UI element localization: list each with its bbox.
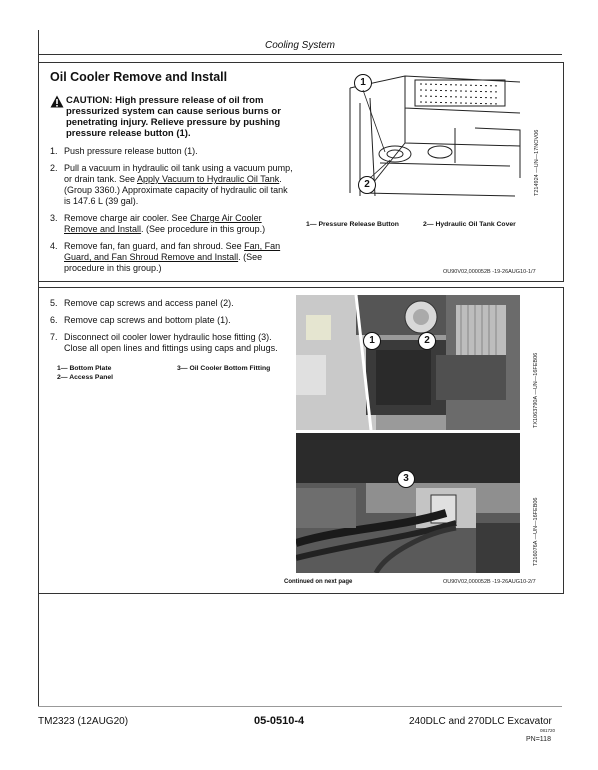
- legend-item-2: 2— Hydraulic Oil Tank Cover: [423, 221, 516, 228]
- step-2: [50, 163, 295, 207]
- callout-photo-2: 2: [418, 332, 436, 350]
- legend-oil-cooler-fitting: 3— Oil Cooler Bottom Fitting: [177, 365, 271, 372]
- doc-code-2: OU90V02,000052B -19-26AUG10-2/7: [443, 579, 536, 585]
- section-title: Oil Cooler Remove and Install: [50, 70, 228, 84]
- figure-code-top: TX1063790A —UN—16FEB06: [533, 352, 539, 428]
- link-apply-vacuum[interactable]: Apply Vacuum to Hydraulic Oil Tank: [137, 174, 280, 184]
- caution-block: [50, 95, 300, 139]
- header-rule: [38, 54, 562, 55]
- footer-small-code: 081720: [540, 728, 556, 733]
- continued-note: Continued on next page: [284, 579, 353, 585]
- step-text: Push pressure release button (1).: [64, 146, 198, 156]
- link-charge-air-cooler[interactable]: Charge Air Cooler Remove and Install: [64, 213, 262, 234]
- figure-code-1: T214924 —UN—17NOV06: [534, 129, 540, 196]
- callout-photo-1: 1: [363, 332, 381, 350]
- step-text: Disconnect oil cooler lower hydraulic hose fitting (3). Close all open lines and fittings using caps and plugs.: [64, 332, 278, 353]
- figure-code-bottom: T216076A —UN—16FEB06: [533, 497, 539, 566]
- steps-list-1: [50, 146, 295, 280]
- legend-item-1: 1— Pressure Release Button: [306, 221, 399, 228]
- step-number: 2.: [50, 163, 58, 173]
- step-3: [50, 213, 295, 235]
- warning-icon: [50, 95, 64, 108]
- step-5: [50, 298, 290, 309]
- step-number: 6.: [50, 315, 58, 325]
- step-7: [50, 332, 290, 354]
- step-1: [50, 146, 295, 157]
- step-4: [50, 241, 295, 274]
- photo-oil-cooler-fitting: [296, 433, 520, 573]
- callout-photo-3: 3: [397, 470, 415, 488]
- footer-rule: [38, 706, 562, 707]
- steps-list-2: [50, 298, 290, 360]
- photo-access-panel: [296, 295, 520, 430]
- legend-access-panel: 2— Access Panel: [57, 374, 114, 381]
- callout-1: 1: [354, 74, 372, 92]
- photo-top-drawing: [296, 295, 520, 430]
- photo-bottom-drawing: [296, 433, 520, 573]
- step-number: 3.: [50, 213, 58, 223]
- footer-pn: PN=118: [526, 736, 551, 743]
- caution-text: CAUTION: High pressure release of oil from pressurized system can cause serious burns or penetrating injury. Relieve pressure by pushing pressure release button (1).: [66, 95, 281, 139]
- step-number: 1.: [50, 146, 58, 156]
- step-number: 4.: [50, 241, 58, 251]
- step-text: Remove cap screws and bottom plate (1).: [64, 315, 231, 325]
- step-text: Remove fan, fan guard, and fan shroud. See: [64, 241, 245, 251]
- step-text: Remove charge air cooler. See: [64, 213, 191, 223]
- step-number: 7.: [50, 332, 58, 342]
- step-text-post: . (See procedure in this group.): [64, 252, 263, 273]
- page-header-title: Cooling System: [264, 40, 336, 51]
- callout-leader-lines: [340, 70, 420, 200]
- link-fan-guard-shroud[interactable]: Fan, Fan Guard, and Fan Shroud Remove and Install: [64, 241, 281, 262]
- footer-model: 240DLC and 270DLC Excavator: [409, 716, 552, 727]
- step-text: Remove cap screws and access panel (2).: [64, 298, 234, 308]
- footer-manual-id: TM2323 (12AUG20): [38, 716, 129, 727]
- step-text-post: . (See procedure in this group.): [141, 224, 266, 234]
- step-text-post: . (Group 3360.) Approximate capacity of hydraulic oil tank is 147.6 L (39 gal).: [64, 174, 288, 206]
- step-text: Pull a vacuum in hydraulic oil tank using a vacuum pump, or drain tank. See: [64, 163, 293, 184]
- step-number: 5.: [50, 298, 58, 308]
- footer-page-number: 05-0510-4: [254, 715, 305, 727]
- doc-code-1: OU90V02,000052B -19-26AUG10-1/7: [443, 269, 536, 275]
- callout-2: 2: [358, 176, 376, 194]
- step-6: [50, 315, 290, 326]
- legend-bottom-plate: 1— Bottom Plate: [57, 365, 112, 372]
